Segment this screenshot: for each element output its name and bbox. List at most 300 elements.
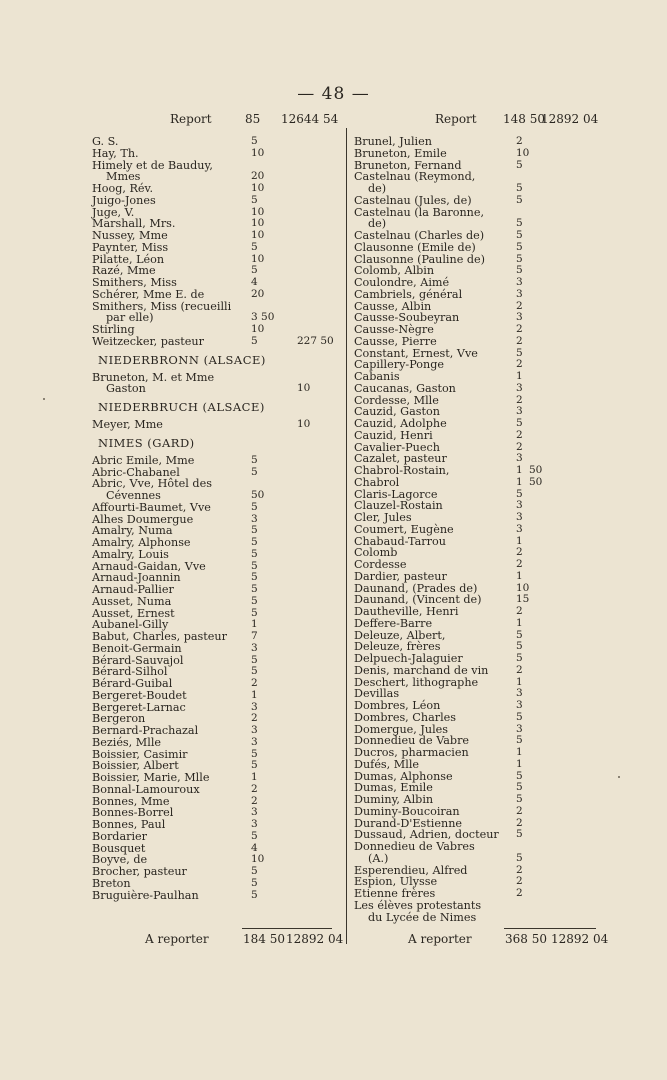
donation-amount: 5	[516, 193, 523, 206]
subscriber-name: Castelnau (la Baronne,	[354, 205, 485, 219]
subscriber-name: Causse-Nègre	[354, 323, 434, 336]
donation-amount: 5	[516, 252, 523, 265]
subscriber-name: Bergeron	[92, 712, 146, 726]
subscriber-name: Babut, Charles, pasteur	[92, 630, 227, 643]
subscriber-list	[92, 136, 344, 901]
subscriber-name: Castelnau (Jules, de)	[354, 193, 472, 207]
donation-amount: 3	[516, 687, 523, 700]
subscriber-name: Chabrol-Rostain,	[354, 464, 450, 477]
donation-amount: 5	[251, 653, 258, 666]
donation-amount: 5	[516, 628, 523, 641]
carry-forward-line	[354, 932, 609, 950]
donation-amount: 5	[251, 876, 258, 889]
subscriber-name: Bergeret-Boudet	[92, 688, 187, 702]
list-item	[354, 712, 599, 724]
donation-amount: 5	[251, 500, 258, 513]
subscriber-name: Abric Emile, Mme	[92, 453, 195, 467]
subscriber-name: par elle)	[106, 311, 154, 325]
subscriber-name: Domergue, Jules	[354, 722, 449, 736]
donation-amount: 10	[251, 252, 265, 265]
donation-amount: 2	[516, 546, 523, 559]
subscriber-name: Ausset, Numa	[92, 594, 172, 608]
list-item	[92, 584, 344, 596]
column-divider	[346, 128, 347, 944]
donation-amount: 5	[251, 665, 258, 678]
section-heading-text: NIMES (GARD)	[98, 435, 195, 450]
list-item	[92, 324, 344, 336]
subscriber-name: Delpuech-Jalaguier	[354, 652, 463, 665]
list-item	[92, 784, 344, 796]
subscriber-name: Dombres, Charles	[354, 710, 457, 724]
donation-amount: 5	[251, 606, 258, 619]
donation-amount: 4	[251, 841, 258, 854]
donation-amount: 5	[251, 559, 258, 572]
subscriber-name: Stirling	[92, 323, 135, 336]
carry-amount: 368 50	[505, 932, 547, 946]
subscriber-name: Cauzid, Henri	[354, 428, 433, 442]
subscriber-name: Constant, Ernest, Vve	[354, 346, 478, 360]
subscriber-name: Brunel, Julien	[354, 135, 432, 148]
subscriber-name: Pilatte, Léon	[92, 252, 165, 266]
donation-amount: 3	[516, 499, 523, 512]
subscriber-name: Cler, Jules	[354, 511, 412, 524]
list-item	[354, 618, 599, 630]
subscriber-name: du Lycée de Nimes	[368, 910, 477, 924]
carry-label: A reporter	[145, 932, 209, 946]
donation-amount: 5	[516, 417, 523, 429]
donation-amount: 2	[516, 605, 523, 617]
subscriber-name: Schérer, Mme E. de	[92, 287, 205, 301]
donation-amount: 5	[516, 487, 523, 500]
subscriber-name: Amalry, Numa	[92, 524, 173, 538]
subscriber-name: Bruneton, Fernand	[354, 158, 462, 172]
subscriber-name: Amalry, Louis	[92, 547, 169, 561]
subscriber-name: Smithers, Miss (recueilli	[92, 299, 232, 313]
list-item	[92, 383, 344, 395]
subscriber-name: Brocher, pasteur	[92, 865, 187, 878]
subscriber-name: Bruguière-Paulhan	[92, 888, 199, 902]
subtotal-amount: 50	[529, 464, 543, 476]
subscriber-name: Denis, marchand de vin	[354, 663, 489, 677]
donation-amount: 3	[516, 311, 523, 324]
subscriber-name: Abric-Chabanel	[92, 465, 180, 479]
subscriber-name: Cambriels, général	[354, 287, 463, 301]
subscriber-name: Mmes	[106, 170, 141, 184]
donation-amount: 5	[251, 594, 258, 607]
subscriber-name: Les élèves protestants	[354, 898, 482, 912]
subtotal-amount: 50	[529, 475, 543, 488]
paper-speck	[43, 398, 45, 400]
list-item	[354, 512, 599, 524]
list-item	[354, 277, 599, 289]
subscriber-name: Boissier, Albert	[92, 759, 179, 773]
donation-amount: 5	[516, 851, 523, 864]
donation-amount: 3	[251, 641, 258, 654]
donation-amount: 20	[251, 287, 265, 300]
subscriber-name: Marshall, Mrs.	[92, 217, 176, 231]
donation-amount: 3	[251, 735, 258, 748]
list-item	[354, 289, 599, 301]
donation-amount: 3	[516, 405, 523, 418]
list-item	[354, 747, 599, 759]
report-line	[92, 112, 344, 128]
donation-amount: 3	[251, 512, 258, 525]
subscriber-name: Bonnes, Paul	[92, 818, 166, 831]
donation-amount: 1	[251, 688, 258, 701]
subtotal-amount: 10	[297, 418, 311, 430]
donation-amount: 2	[516, 323, 523, 335]
subscriber-name: Dombres, Léon	[354, 699, 441, 712]
donation-amount: 3	[251, 700, 258, 713]
subscriber-name: Daunand, (Vincent de)	[354, 593, 482, 607]
donation-amount: 50	[251, 489, 265, 501]
subscriber-name: Juigo-Jones	[92, 193, 156, 207]
subscriber-name: Boissier, Marie, Mlle	[92, 771, 210, 784]
page-number: — 48 —	[297, 84, 370, 104]
donation-amount: 3	[516, 287, 523, 300]
subtotal-amount: 227 50	[297, 334, 334, 347]
subscriber-name: Colomb	[354, 546, 398, 560]
subscriber-name: Cavalier-Puech	[354, 440, 440, 454]
subscriber-name: Durand-D'Estienne	[354, 816, 463, 830]
list-item	[92, 277, 344, 289]
list-item	[354, 653, 599, 665]
donation-amount: 2	[516, 558, 523, 570]
donation-amount: 5	[251, 524, 258, 537]
donation-amount: 10	[516, 581, 530, 594]
subscriber-name: Caucanas, Gaston	[354, 381, 456, 395]
donation-amount: 1	[516, 464, 523, 476]
donation-amount: 1	[516, 534, 523, 547]
subscriber-name: Claris-Lagorce	[354, 487, 438, 501]
subscriber-name: Deffere-Barre	[354, 616, 433, 630]
report-label: Report	[170, 112, 212, 126]
subscriber-name: Cauzid, Adolphe	[354, 417, 447, 430]
subscriber-name: Capillery-Ponge	[354, 358, 444, 372]
donation-amount: 3	[251, 724, 258, 736]
subscriber-name: Himely et de Bauduy,	[92, 158, 213, 172]
donation-amount: 4	[251, 276, 258, 288]
subscriber-name: Etienne frères	[354, 887, 436, 900]
subscriber-name: Beziés, Mlle	[92, 735, 162, 749]
subscriber-name: Affourti-Baumet, Vve	[92, 500, 211, 514]
list-item	[92, 183, 344, 195]
subscriber-name: Weitzecker, pasteur	[92, 334, 204, 348]
report-total: 12892 04	[541, 112, 599, 126]
list-item	[354, 242, 599, 254]
list-item	[354, 148, 599, 160]
subscriber-name: Clauzel-Rostain	[354, 499, 443, 513]
list-item	[354, 477, 599, 489]
list-item	[92, 230, 344, 242]
donation-amount: 1	[516, 475, 523, 488]
subscriber-name: Esperendieu, Alfred	[354, 863, 468, 877]
donation-amount: 5	[251, 334, 258, 347]
donation-amount: 10	[251, 323, 265, 335]
carry-total: 12892 04	[551, 932, 609, 946]
donation-amount: 2	[251, 794, 258, 807]
list-item	[92, 336, 344, 348]
list-item	[354, 559, 599, 571]
donation-amount: 1	[516, 569, 523, 582]
list-item	[92, 502, 344, 514]
donation-amount: 5	[251, 193, 258, 206]
subscriber-name: de)	[368, 182, 387, 195]
donation-amount: 5	[251, 747, 258, 760]
donation-amount: 2	[516, 440, 523, 453]
donation-amount: 3	[516, 276, 523, 288]
subscriber-name: Bonnes-Borrel	[92, 806, 174, 820]
list-item	[354, 371, 599, 383]
subscriber-name: Smithers, Miss	[92, 276, 177, 289]
donation-amount: 3	[516, 522, 523, 535]
subscriber-name: Abric, Vve, Hôtel des	[92, 477, 212, 491]
carry-total: 12892 04	[286, 932, 344, 946]
donation-amount: 5	[516, 264, 523, 277]
subscriber-name: Razé, Mme	[92, 264, 156, 278]
subscriber-name: Daunand, (Prades de)	[354, 581, 478, 595]
report-label: Report	[435, 112, 477, 126]
donation-amount: 5	[516, 652, 523, 664]
donation-amount: 2	[516, 887, 523, 899]
subscriber-name: Bruneton, Emile	[354, 146, 447, 160]
donation-amount: 2	[516, 816, 523, 829]
section-heading	[92, 395, 344, 419]
subscriber-name: Bonnes, Mme	[92, 794, 170, 808]
donation-amount: 5	[516, 769, 523, 782]
donation-amount: 2	[516, 334, 523, 347]
donation-amount: 3	[251, 818, 258, 830]
report-line	[354, 112, 599, 128]
carry-forward-line	[92, 932, 344, 950]
list-item	[92, 819, 344, 831]
list-item	[92, 831, 344, 843]
donation-amount: 10	[251, 853, 265, 866]
list-item	[354, 571, 599, 583]
subscriber-name: Dumas, Emile	[354, 781, 433, 795]
donation-amount: 5	[516, 229, 523, 241]
subscriber-name: Paynter, Miss	[92, 240, 169, 254]
donation-amount: 5	[516, 640, 523, 653]
donation-amount: 5	[251, 865, 258, 877]
list-item	[92, 678, 344, 690]
subscriber-name: Colomb, Albin	[354, 264, 435, 278]
subscriber-name: Causse, Albin	[354, 299, 432, 313]
list-item	[354, 183, 599, 195]
donation-amount: 5	[516, 828, 523, 841]
list-item	[92, 490, 344, 502]
list-item	[354, 230, 599, 242]
list-item	[354, 794, 599, 806]
donation-amount: 10	[251, 182, 265, 194]
list-item	[92, 737, 344, 749]
list-item	[354, 900, 599, 912]
subscriber-name: Clausonne (Pauline de)	[354, 252, 486, 266]
subscriber-name: Arnaud-Joannin	[92, 571, 181, 585]
donation-amount: 10	[251, 229, 265, 241]
donation-amount: 2	[516, 804, 523, 817]
carry-label: A reporter	[408, 932, 472, 946]
subscriber-name: Deleuze, Albert,	[354, 628, 446, 642]
list-item	[354, 606, 599, 618]
list-item	[92, 725, 344, 737]
subscriber-name: Chabrol	[354, 475, 400, 489]
subscriber-list	[354, 136, 599, 923]
subscriber-name: Benoit-Germain	[92, 641, 182, 655]
subscriber-name: Aubanel-Gilly	[92, 618, 169, 632]
list-item	[92, 690, 344, 702]
donation-amount: 5	[251, 583, 258, 595]
list-item	[354, 136, 599, 148]
list-item	[92, 549, 344, 561]
donation-amount: 3 50	[251, 311, 275, 324]
section-heading-text: NIEDERBRONN (ALSACE)	[98, 352, 266, 367]
donation-amount: 1	[251, 618, 258, 631]
list-item	[354, 665, 599, 677]
subscriber-name: Dussaud, Adrien, docteur	[354, 828, 499, 842]
list-item	[92, 136, 344, 148]
donation-amount: 5	[516, 734, 523, 747]
donation-amount: 5	[251, 135, 258, 147]
list-item	[354, 336, 599, 348]
subscriber-name: Castelnau (Charles de)	[354, 229, 485, 242]
donation-amount: 2	[251, 712, 258, 725]
donation-amount: 3	[516, 511, 523, 523]
donation-amount: 5	[251, 240, 258, 253]
subscriber-name: Bérard-Sauvajol	[92, 653, 184, 667]
list-item	[92, 289, 344, 301]
list-item	[354, 888, 599, 900]
subscriber-name: Dufés, Mlle	[354, 757, 420, 771]
list-item	[92, 772, 344, 784]
subscriber-name: Arnaud-Pallier	[92, 583, 174, 596]
subscriber-name: Meyer, Mme	[92, 418, 163, 431]
donation-amount: 5	[251, 888, 258, 901]
section-heading	[92, 348, 344, 372]
subscriber-name: Deschert, lithographe	[354, 675, 479, 689]
subscriber-name: Cabanis	[354, 370, 400, 383]
subscriber-name: Bernard-Prachazal	[92, 724, 199, 737]
list-item	[92, 631, 344, 643]
right-column	[354, 112, 599, 923]
subscriber-name: Hoog, Rév.	[92, 182, 154, 195]
donation-amount: 15	[516, 593, 530, 606]
donation-amount: 1	[516, 370, 523, 382]
subscriber-name: Bonnal-Lamouroux	[92, 782, 200, 796]
list-item	[92, 455, 344, 467]
list-item	[92, 596, 344, 608]
subscriber-name: Ausset, Ernest	[92, 606, 175, 620]
list-item	[92, 242, 344, 254]
donation-amount: 2	[516, 299, 523, 312]
donation-amount: 5	[516, 158, 523, 171]
list-item	[354, 418, 599, 430]
donation-amount: 3	[516, 722, 523, 735]
list-item	[354, 383, 599, 395]
list-item	[354, 171, 599, 183]
donation-amount: 10	[251, 217, 265, 230]
subscriber-name: Bérard-Silhol	[92, 665, 168, 679]
subscriber-name: Dumas, Alphonse	[354, 769, 453, 783]
donation-amount: 5	[251, 571, 258, 584]
list-item	[354, 195, 599, 207]
report-amount: 85	[245, 112, 261, 126]
subscriber-name: de)	[368, 217, 387, 231]
subscriber-name: Arnaud-Gaidan, Vve	[92, 559, 206, 573]
donation-amount: 7	[251, 630, 258, 642]
subscriber-name: Duminy-Boucoiran	[354, 804, 460, 818]
subscriber-name: Amalry, Alphonse	[92, 536, 191, 549]
subscriber-name: Deleuze, frères	[354, 640, 441, 654]
subscriber-name: Castelnau (Reymond,	[354, 170, 476, 184]
donation-amount: 5	[251, 759, 258, 772]
carry-amount: 184 50	[243, 932, 285, 946]
left-column	[92, 112, 344, 901]
donation-amount: 1	[516, 746, 523, 758]
subscriber-name: Cévennes	[106, 489, 161, 502]
subscriber-name: Alhes Doumergue	[92, 512, 194, 526]
sum-rule	[504, 928, 596, 929]
list-item	[354, 430, 599, 442]
subscriber-name: Boissier, Casimir	[92, 747, 188, 761]
list-item	[354, 912, 599, 924]
subscriber-name: Ducros, pharmacien	[354, 746, 469, 759]
subscriber-name: Juge, V.	[92, 205, 135, 219]
donation-amount: 2	[251, 782, 258, 795]
donation-amount: 10	[516, 146, 530, 159]
subscriber-name: Duminy, Albin	[354, 793, 434, 806]
donation-amount: 1	[516, 675, 523, 688]
subscriber-name: Cauzid, Gaston	[354, 405, 440, 419]
list-item	[92, 878, 344, 890]
subscriber-name: Bousquet	[92, 841, 146, 855]
donation-amount: 3	[516, 699, 523, 711]
donation-amount: 5	[251, 264, 258, 277]
donation-amount: 3	[516, 381, 523, 394]
list-item	[92, 537, 344, 549]
subtotal-amount: 10	[297, 382, 311, 395]
subscriber-name: Gaston	[106, 382, 146, 396]
donation-amount: 2	[516, 358, 523, 371]
subscriber-name: Donnedieu de Vabre	[354, 734, 470, 748]
subscriber-name: Bordarier	[92, 829, 148, 843]
donation-amount: 5	[516, 710, 523, 723]
donation-amount: 1	[516, 616, 523, 629]
list-item	[92, 890, 344, 902]
subscriber-name: Coulondre, Aimé	[354, 276, 450, 289]
donation-amount: 10	[251, 146, 265, 159]
subscriber-name: Devillas	[354, 687, 400, 701]
donation-amount: 5	[251, 465, 258, 478]
donation-amount: 5	[516, 793, 523, 805]
list-item	[354, 853, 599, 865]
subscriber-name: G. S.	[92, 135, 119, 148]
donation-amount: 2	[516, 863, 523, 876]
report-total: 12644 54	[281, 112, 339, 126]
donation-amount: 5	[516, 346, 523, 359]
donation-amount: 20	[251, 170, 265, 183]
donation-amount: 2	[516, 875, 523, 888]
list-item	[92, 419, 344, 431]
donation-amount: 2	[516, 135, 523, 147]
subscriber-name: Bergeret-Larnac	[92, 700, 186, 714]
subscriber-name: Causse, Pierre	[354, 334, 437, 348]
subscriber-name: Nussey, Mme	[92, 229, 168, 242]
list-item	[354, 806, 599, 818]
donation-amount: 2	[516, 663, 523, 676]
list-item	[92, 866, 344, 878]
donation-amount: 5	[251, 453, 258, 466]
